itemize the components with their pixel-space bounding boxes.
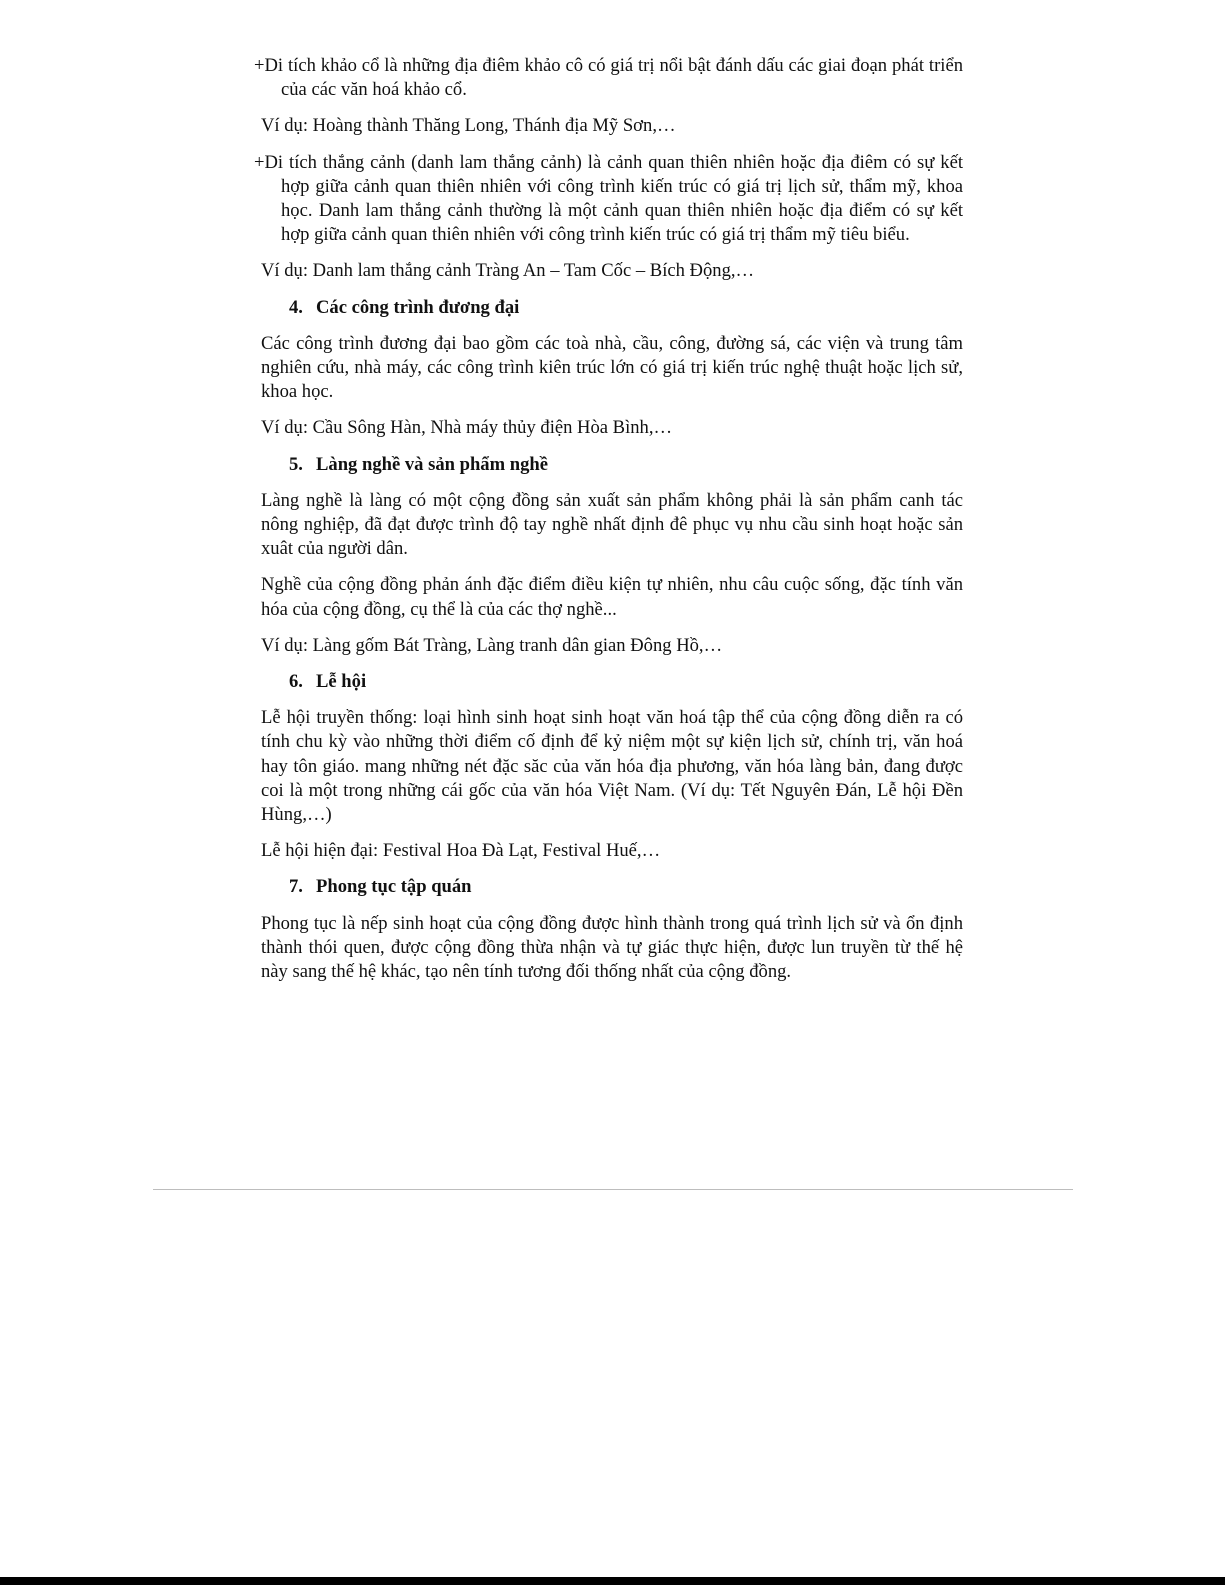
example-modern-festivals: Lễ hội hiện đại: Festival Hoa Đà Lạt, Festival Huế,… — [261, 840, 661, 862]
heading-number: 6. — [289, 671, 303, 693]
bottom-edge-bar — [0, 1577, 1225, 1585]
heading-text: Làng nghề và sản phẩm nghề — [316, 453, 548, 475]
heading-customs — [289, 875, 963, 899]
example-contemporary: Ví dụ: Cầu Sông Hàn, Nhà máy thủy điện Hòa Bình,… — [261, 417, 673, 439]
paragraph-craft-village-definition: Làng nghề là làng có một cộng đồng sản xuất sản phẩm không phải là sản phẩm canh tác nông nghiệp, đã đạt được trình độ tay nghề nhất định đê phục vụ nhu cầu sinh hoạt hoặc sản xuât của người dân. — [261, 489, 963, 560]
heading-text: Lễ hội — [316, 671, 367, 693]
heading-text: Các công trình đương đại — [316, 296, 520, 318]
paragraph-customs: Phong tục là nếp sinh hoạt của cộng đồng được hình thành trong quá trình lịch sử và ổn định thành thói quen, được cộng đồng thừa nhận và tự giác thực hiện, được lun truyền từ thế hệ này sang thế hệ khác, tạo nên tính tương đối thống nhất của cộng đồng. — [261, 912, 963, 983]
heading-festivals — [289, 670, 963, 694]
paragraph-traditional-festivals: Lễ hội truyền thống: loại hình sinh hoạt sinh hoạt văn hoá tập thể của cộng đồng diễn ra có tính chu kỳ vào những thời điểm cố định để kỷ niệm một sự kiện lịch sử, chính trị, văn hoá hay tôn giáo. mang những nét đặc săc của văn hóa địa phương, văn hóa làng bản, đang được coi là một trong những cái gốc của văn hóa Việt Nam. (Ví dụ: Tết Nguyên Đán, Lễ hội Đền Hùng,…) — [261, 707, 963, 826]
heading-contemporary-works — [289, 296, 963, 320]
heading-text: Phong tục tập quán — [316, 876, 472, 898]
paragraph-craft-characteristics: Nghề của cộng đồng phản ánh đặc điểm điều kiện tự nhiên, nhu câu cuộc sống, đặc tính văn hóa của cộng đồng, cụ thể là của các thợ nghề... — [261, 574, 963, 620]
bullet-archaeological-site: +Di tích khảo cổ là những địa điêm khảo cô có giá trị nổi bật đánh dấu các giai đoạn phát triển của các văn hoá khảo cổ. — [254, 55, 963, 101]
heading-number: 5. — [289, 453, 303, 475]
example-scenic: Ví dụ: Danh lam thắng cảnh Tràng An – Tam Cốc – Bích Động,… — [261, 260, 755, 282]
bullet-scenic-site: +Di tích thắng cảnh (danh lam thắng cảnh) là cảnh quan thiên nhiên hoặc địa điêm có sự kết hợp giữa cảnh quan thiên nhiên với công trình kiến trúc có giá trị lịch sử, thẩm mỹ, khoa học. Danh lam thắng cảnh thường là một cảnh quan thiên nhiên hoặc địa điểm có sự kết hợp giữa cảnh quan thiên nhiên với công trình kiến trúc có giá trị thẩm mỹ tiêu biểu. — [254, 151, 963, 246]
example-archaeological: Ví dụ: Hoàng thành Thăng Long, Thánh địa Mỹ Sơn,… — [261, 115, 676, 137]
heading-number: 7. — [289, 876, 303, 898]
page-content — [254, 54, 963, 996]
heading-craft-villages — [289, 453, 963, 477]
heading-number: 4. — [289, 296, 303, 318]
example-craft-villages: Ví dụ: Làng gốm Bát Tràng, Làng tranh dân gian Đông Hồ,… — [261, 634, 723, 656]
page-divider — [153, 1189, 1073, 1190]
paragraph-contemporary-works: Các công trình đương đại bao gồm các toà nhà, cầu, công, đường sá, các viện và trung tâm nghiên cứu, nhà máy, các công trình kiên trúc lớn có giá trị kiến trúc nghệ thuật hoặc lịch sử, khoa học. — [261, 332, 963, 403]
